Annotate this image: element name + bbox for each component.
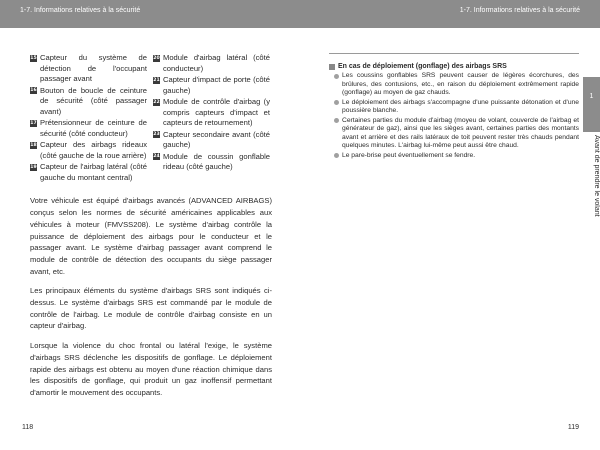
- item-number-badge: 16: [30, 88, 37, 94]
- body-paragraph: Lorsque la violence du choc frontal ou latéral l'exige, le système d'airbags SRS déclenche les dispositifs de gonflage. Le déploiement rapide des airbags est obtenu au moyen d'une réaction chimique dans les dispositifs de gonflage, qui produit un gaz inoffensif permettant d'amortir le mouvement des occupants.: [30, 341, 272, 397]
- item-number-badge: 19: [30, 165, 37, 170]
- list-item: [30, 162, 147, 183]
- section-heading: [329, 63, 579, 70]
- bullet-item: [329, 72, 579, 98]
- list-item: [30, 53, 147, 85]
- body-paragraph: Les principaux éléments du système d'airbags SRS sont indiqués ci-dessus. Le système d'airbags SRS est commandé par le module de contrôle de l'airbag. Le module de contrôle d'airbag consiste en un capteur d'airbag.: [30, 286, 272, 331]
- left-page-number: 118: [22, 424, 34, 431]
- right-page: [329, 53, 579, 161]
- left-header-title: 1-7. Informations relatives à la sécurité: [20, 7, 141, 14]
- item-number-badge: 20: [153, 55, 160, 61]
- chapter-tab: [583, 77, 600, 132]
- list-item: [30, 86, 147, 118]
- list-item: [153, 97, 270, 129]
- item-text: Bouton de boucle de ceinture de sécurité (côté passager avant): [40, 85, 147, 117]
- bullet-text: Les coussins gonflables SRS peuvent causer de légères écorchures, des brûlures, des contusions, etc., en raison du déploiement extrêmement rapide (gonflage) au moyen de gaz chauds.: [342, 72, 579, 96]
- item-number-badge: 15: [30, 55, 37, 61]
- list-item: [153, 53, 270, 74]
- list-item: [30, 140, 147, 161]
- bullet-text: Le déploiement des airbags s'accompagne d'une puissante détonation et d'une poussière blanche.: [342, 98, 579, 114]
- item-text: Prétensionneur de ceinture de sécurité (côté conducteur): [40, 118, 147, 139]
- bullet-item: [329, 99, 579, 116]
- item-text: Capteur d'impact de porte (côté gauche): [163, 75, 270, 95]
- list-item: [153, 152, 270, 173]
- item-text: Module d'airbag latéral (côté conducteur): [163, 53, 270, 73]
- item-text: Module de contrôle d'airbag (y compris capteurs d'impact et capteurs de retournement): [163, 97, 270, 128]
- item-number-badge: 22: [153, 99, 160, 105]
- bullet-dot-icon: [334, 74, 339, 79]
- bullet-item: [329, 117, 579, 151]
- section-title: En cas de déploiement (gonflage) des airbags SRS: [338, 63, 507, 70]
- right-header-title: 1-7. Informations relatives à la sécurité: [459, 7, 580, 14]
- chapter-title: Avant de prendre le volant: [593, 135, 600, 217]
- left-page: [30, 53, 272, 399]
- page-gutter: [292, 28, 308, 450]
- list-item: [153, 75, 270, 96]
- component-list: [30, 53, 272, 184]
- right-page-number: 119: [567, 424, 579, 431]
- component-list-col1: [30, 53, 147, 184]
- item-number-badge: 18: [30, 143, 37, 148]
- item-text: Capteur du système de détection de l'occupant passager avant: [40, 53, 147, 84]
- item-text: Capteur des airbags rideaux (côté gauche de la roue arrière): [40, 140, 147, 161]
- list-item: [30, 118, 147, 139]
- item-number-badge: 17: [30, 121, 37, 126]
- item-text: Capteur secondaire avant (côté gauche): [163, 129, 270, 150]
- header-bar: [0, 0, 600, 28]
- chapter-number: 1: [589, 93, 594, 100]
- item-number-badge: 24: [153, 154, 160, 160]
- item-text: Module de coussin gonflable rideau (côté gauche): [163, 151, 270, 172]
- square-bullet-icon: [329, 64, 335, 70]
- bullet-text: Le pare-brise peut éventuellement se fendre.: [342, 151, 476, 159]
- bullet-text: Certaines parties du module d'airbag (moyeu de volant, couvercle de l'airbag et générateur de gaz), ainsi que les sièges avant, certaines parties des montants avant et arrière et des rails latéraux de toit peuvent rester très chauds pendant quelques minutes. L'airbag lui-même peut aussi être chaud.: [342, 116, 579, 149]
- item-text: Capteur de l'airbag latéral (côté gauche du montant central): [40, 162, 147, 183]
- body-paragraph: Votre véhicule est équipé d'airbags avancés (ADVANCED AIRBAGS) conçus selon les normes de sécurité américaines applicables aux véhicules à moteur (FMVSS208). Le système d'airbag contrôle la puissance de déploiement des airbags pour le conducteur et le passager avant. Le système d'airbag passager avant comprend le module de contrôle de détection des occupants du siège passager avant, etc.: [30, 196, 272, 276]
- list-item: [153, 130, 270, 151]
- item-number-badge: 23: [153, 132, 160, 138]
- bullet-dot-icon: [334, 153, 339, 158]
- bullet-item: [329, 152, 579, 161]
- bullet-dot-icon: [334, 118, 339, 123]
- component-list-col2: [153, 53, 270, 184]
- item-number-badge: 21: [153, 77, 160, 83]
- bullet-dot-icon: [334, 100, 339, 105]
- section-divider: [329, 53, 579, 54]
